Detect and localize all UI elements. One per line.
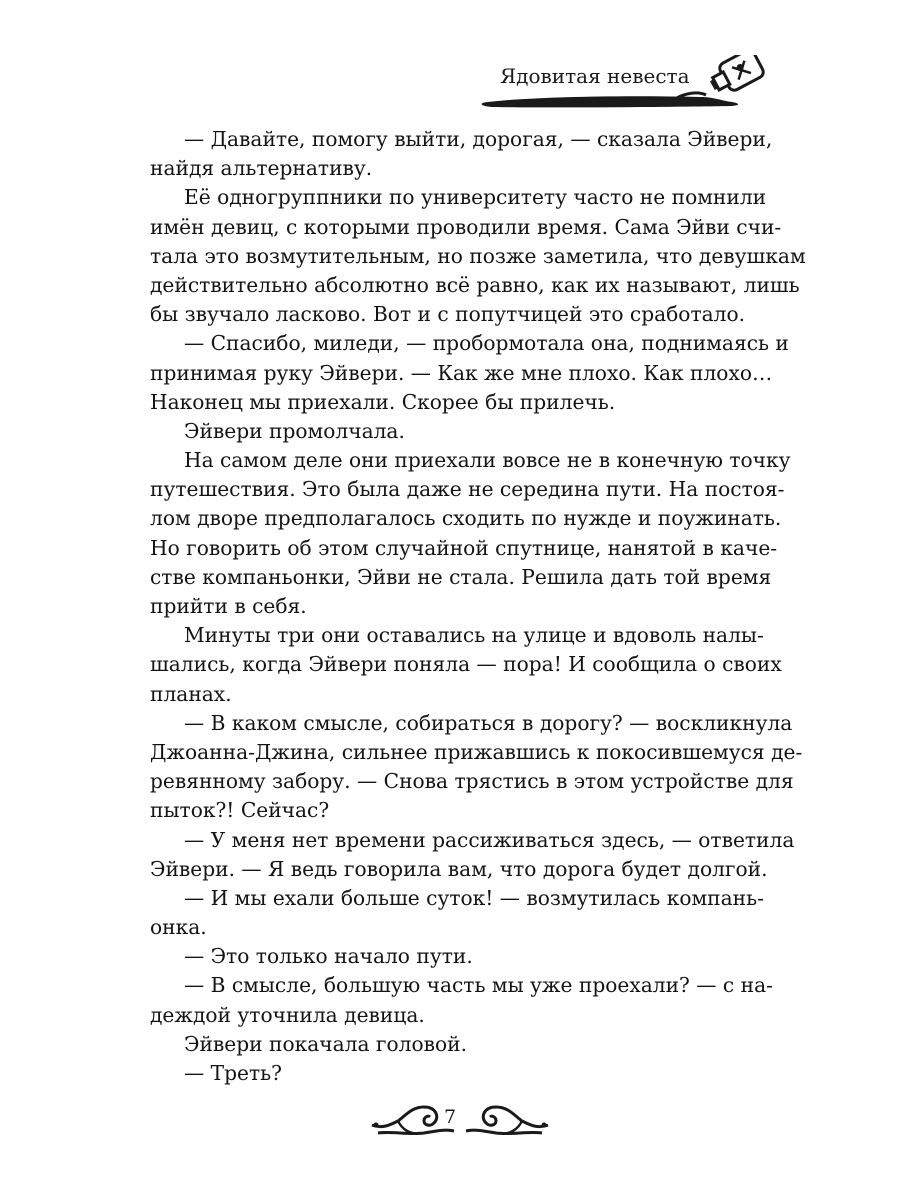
text-line: стве компаньонки, Эйви не стала. Решила дать той время xyxy=(150,564,772,589)
text-line: — Давайте, помогу выйти, дорогая, — сказала Эйвери, xyxy=(184,127,773,151)
running-title: Ядовитая невеста xyxy=(500,64,690,88)
text-line: пыток?! Сейчас? xyxy=(150,798,330,823)
text-line: найдя альтернативу. xyxy=(150,156,373,181)
text-line: — Спасибо, миледи, — пробормотала она, поднимаясь и xyxy=(184,331,789,356)
poison-bottle-icon xyxy=(470,55,770,115)
text-line: действительно абсолютно всё равно, как их называют, лишь xyxy=(150,272,800,297)
text-line: бы звучало ласково. Вот и с попутчицей это сработало. xyxy=(150,302,746,327)
text-line: Эйвери промолчала. xyxy=(184,418,405,443)
text-line: путешествия. Это была даже не середина пути. На постоя- xyxy=(150,477,785,502)
text-line: деждой уточнила девица. xyxy=(150,1002,425,1027)
text-line: прийти в себя. xyxy=(150,594,307,618)
text-line: онка. xyxy=(150,915,207,940)
text-line: Эйвери покачала головой. xyxy=(184,1031,468,1056)
text-line: Джоанна-Джина, сильнее прижавшись к покосившемуся де- xyxy=(150,739,803,764)
text-line: тала это возмутительным, но позже заметила, что девушкам xyxy=(150,243,806,268)
text-line: лом дворе предполагалось сходить по нужде и поужинать. xyxy=(150,506,782,531)
text-line: принимая руку Эйвери. — Как же мне плохо. Как плохо… xyxy=(150,360,773,385)
text-line: шались, когда Эйвери поняла — пора! И сообщила о своих xyxy=(150,652,782,677)
text-line: Но говорить об этом случайной спутнице, нанятой в каче- xyxy=(150,535,778,560)
text-line: — У меня нет времени рассиживаться здесь, — ответила xyxy=(184,827,795,852)
text-line: Её одногруппники по университету часто не помнили xyxy=(184,185,767,210)
text-line: ревянному забору. — Снова трястись в этом устройстве для xyxy=(150,769,794,794)
text-line: Наконец мы приехали. Скорее бы прилечь. xyxy=(150,389,616,414)
text-line: Эйвери. — Я ведь говорила вам, что дорога будет долгой. xyxy=(150,856,768,881)
text-line: планах. xyxy=(150,681,232,706)
text-line: Минуты три они оставались на улице и вдоволь налы- xyxy=(184,623,764,648)
text-line: На самом деле они приехали вовсе не в конечную точку xyxy=(184,448,791,473)
body-text xyxy=(150,125,806,1088)
flourish-ornament-icon xyxy=(462,1095,552,1145)
text-line: — В каком смысле, собираться в дорогу? — воскликнула xyxy=(184,710,793,735)
page-number: 7 xyxy=(443,1106,457,1128)
text-line: — И мы ехали больше суток! — возмутилась компань- xyxy=(184,885,764,910)
text-line: — Это только начало пути. xyxy=(184,944,473,969)
text-line: имён девиц, с которыми проводили время. Сама Эйви счи- xyxy=(150,214,782,239)
text-line: — Треть? xyxy=(184,1061,282,1085)
text-line: — В смысле, большую часть мы уже проехали? — с на- xyxy=(184,973,773,998)
